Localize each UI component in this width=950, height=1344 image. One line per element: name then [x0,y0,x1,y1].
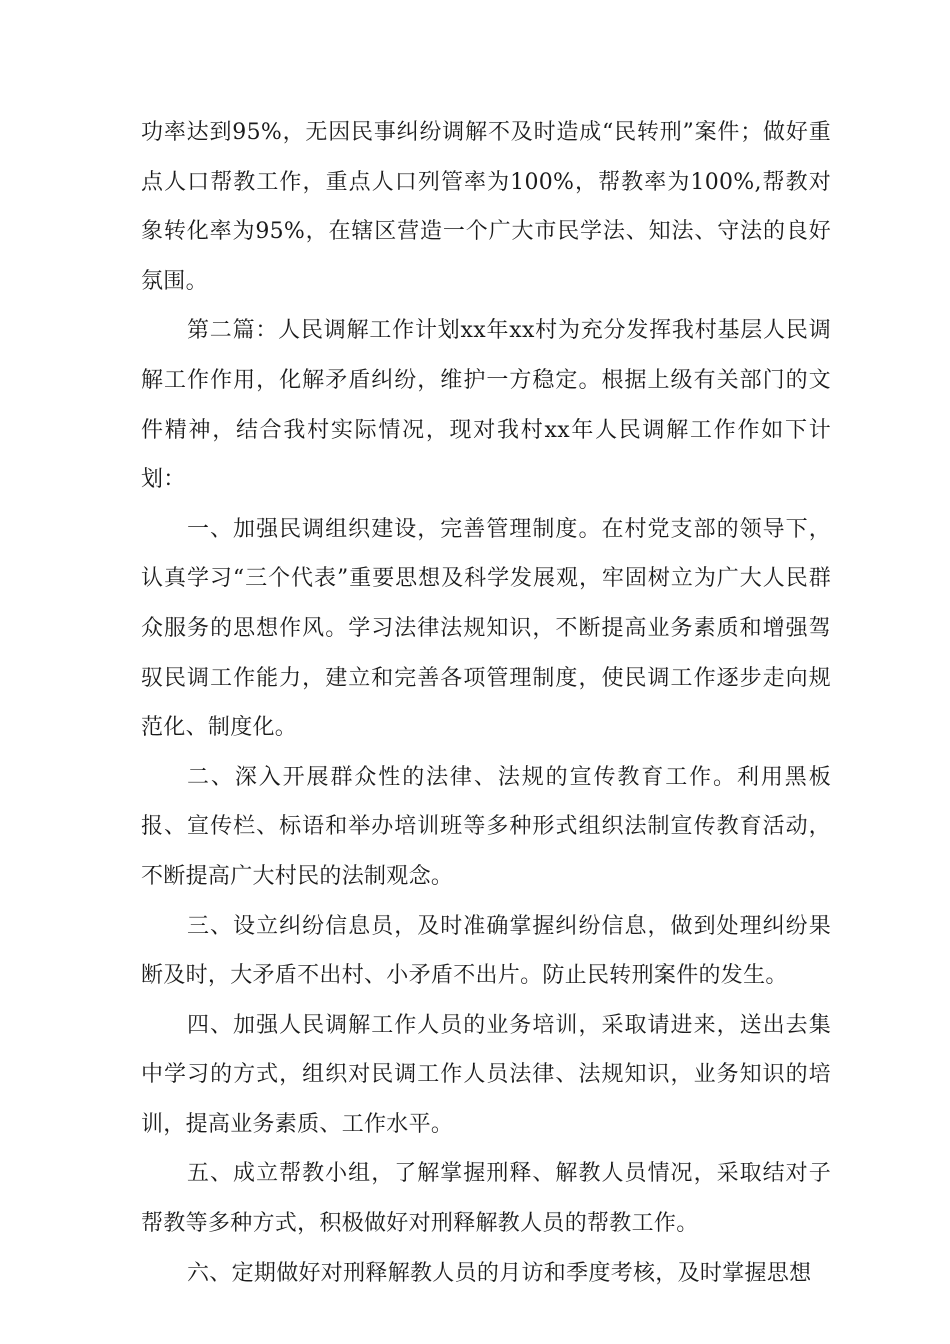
paragraph-part-two-heading: 第二篇：人民调解工作计划xx年xx村为充分发挥我村基层人民调解工作作用，化解矛盾纠纷，维护一方稳定。根据上级有关部门的文件精神，结合我村实际情况，现对我村xx年人民调解工作作如下计划： [141,318,831,493]
paragraph-item-5: 五、成立帮教小组，了解掌握刑释、解教人员情况，采取结对子帮教等多种方式，积极做好对刑释解教人员的帮教工作。 [141,1161,831,1237]
paragraph-item-2: 二、深入开展群众性的法律、法规的宣传教育工作。利用黑板报、宣传栏、标语和举办培训班等多种形式组织法制宣传教育活动，不断提高广大村民的法制观念。 [141,764,831,889]
paragraph-item-4: 四、加强人民调解工作人员的业务培训，采取请进来，送出去集中学习的方式，组织对民调工作人员法律、法规知识，业务知识的培训，提高业务素质、工作水平。 [141,1012,831,1137]
paragraph-item-3: 三、设立纠纷信息员，及时准确掌握纠纷信息，做到处理纠纷果断及时，大矛盾不出村、小矛盾不出片。防止民转刑案件的发生。 [141,913,831,989]
document-body [141,108,831,1298]
paragraph-continuation: 功率达到95%，无因民事纠纷调解不及时造成“民转刑”案件；做好重点人口帮教工作，重点人口列管率为100%，帮教率为100%,帮教对象转化率为95%，在辖区营造一个广大市民学法、知法、守法的良好氛围。 [141,120,831,294]
paragraph-item-1: 一、加强民调组织建设，完善管理制度。在村党支部的领导下，认真学习“三个代表”重要思想及科学发展观，牢固树立为广大人民群众服务的思想作风。学习法律法规知识，不断提高业务素质和增强驾驭民调工作能力，建立和完善各项管理制度，使民调工作逐步走向规范化、制度化。 [141,516,831,741]
paragraph-item-6: 六、定期做好对刑释解教人员的月访和季度考核，及时掌握思想 [187,1260,812,1286]
